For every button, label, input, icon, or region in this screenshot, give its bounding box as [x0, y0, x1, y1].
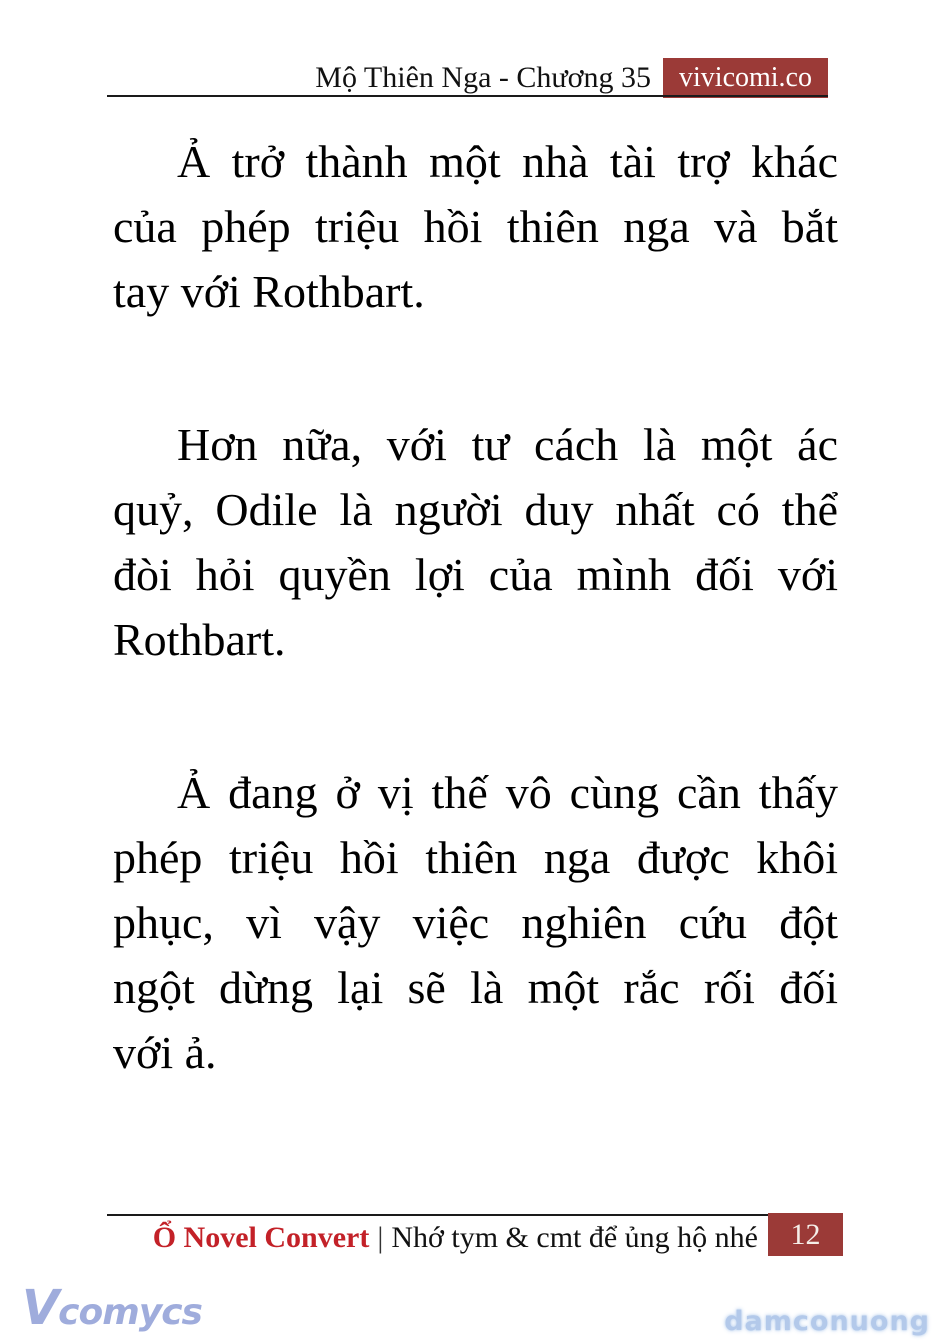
text-line: phép triệu hồi thiên nga được khôi: [113, 832, 838, 883]
convert-group-name: Ổ Novel Convert: [152, 1221, 370, 1254]
text-line: Rothbart.: [113, 614, 286, 665]
damconuong-watermark: damconuong: [724, 1306, 930, 1337]
text-line: đòi hỏi quyền lợi của mình đối với: [113, 549, 838, 600]
vcomycs-logo: Vcomycs: [22, 1280, 202, 1336]
text-line: quỷ, Odile là người duy nhất có thể: [113, 484, 838, 535]
paragraph: [113, 412, 838, 672]
page-header: [315, 58, 828, 98]
footer-separator: |: [377, 1221, 384, 1254]
chapter-title: Mộ Thiên Nga - Chương 35: [315, 61, 652, 94]
text-line: Hơn nữa, với tư cách là một ác: [177, 419, 838, 470]
text-line: của phép triệu hồi thiên nga và bắt: [113, 201, 838, 252]
footer-message: Nhớ tym & cmt để ủng hộ nhé: [391, 1221, 758, 1254]
paragraph: [113, 760, 838, 1085]
page-number-badge: [768, 1213, 843, 1256]
site-badge: vivicomi.co: [663, 58, 828, 98]
text-line: Ả trở thành một nhà tài trợ khác: [177, 136, 838, 187]
text-line: Ả đang ở vị thế vô cùng cần thấy: [177, 767, 838, 818]
text-line: tay với Rothbart.: [113, 266, 425, 317]
page-number: 12: [790, 1217, 821, 1251]
footer-divider: [107, 1214, 843, 1216]
footer-credit-line: [153, 1220, 758, 1256]
text-line: với ả.: [113, 1027, 217, 1078]
paragraph: [113, 129, 838, 324]
text-line: ngột dừng lại sẽ là một rắc rối đối: [113, 962, 838, 1013]
text-line: phục, vì vậy việc nghiên cứu đột: [113, 897, 838, 948]
chapter-body: [113, 97, 838, 1085]
